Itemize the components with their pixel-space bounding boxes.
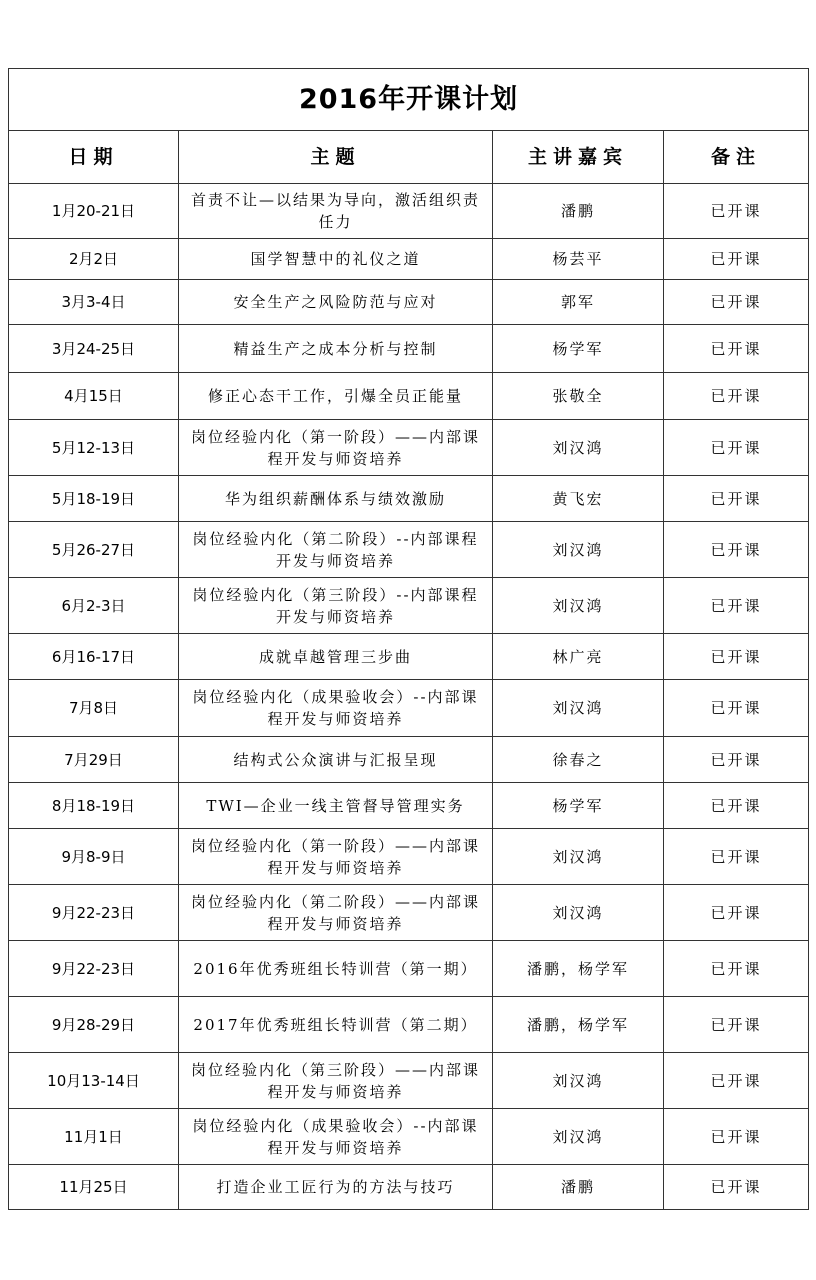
row-note: 已开课: [664, 941, 809, 997]
row-speaker: 林广亮: [493, 634, 664, 680]
row-note: 已开课: [664, 997, 809, 1053]
row-topic: 打造企业工匠行为的方法与技巧: [179, 1165, 493, 1210]
row-date: 2月2日: [9, 239, 179, 280]
row-speaker: 潘鹏，杨学军: [493, 941, 664, 997]
row-topic: 岗位经验内化（成果验收会）--内部课程开发与师资培养: [179, 680, 493, 737]
table-row: [9, 325, 809, 373]
row-topic: 成就卓越管理三步曲: [179, 634, 493, 680]
row-date: 3月24-25日: [9, 325, 179, 373]
row-topic: 精益生产之成本分析与控制: [179, 325, 493, 373]
row-date: 6月16-17日: [9, 634, 179, 680]
row-note: 已开课: [664, 1109, 809, 1165]
row-date: 8月18-19日: [9, 783, 179, 829]
row-date: 6月2-3日: [9, 578, 179, 634]
row-speaker: 张敬全: [493, 373, 664, 420]
table-row: [9, 373, 809, 420]
row-topic: 岗位经验内化（第二阶段）——内部课程开发与师资培养: [179, 885, 493, 941]
row-note: 已开课: [664, 239, 809, 280]
row-speaker: 刘汉鸿: [493, 829, 664, 885]
row-note: 已开课: [664, 280, 809, 325]
row-note: 已开课: [664, 680, 809, 737]
row-topic: 岗位经验内化（第三阶段）--内部课程开发与师资培养: [179, 578, 493, 634]
row-note: 已开课: [664, 325, 809, 373]
row-date: 9月8-9日: [9, 829, 179, 885]
row-topic: 华为组织薪酬体系与绩效激励: [179, 476, 493, 522]
row-speaker: 徐春之: [493, 737, 664, 783]
header-date: 日期: [9, 131, 179, 184]
row-note: 已开课: [664, 522, 809, 578]
row-speaker: 郭军: [493, 280, 664, 325]
row-speaker: 刘汉鸿: [493, 885, 664, 941]
row-date: 4月15日: [9, 373, 179, 420]
row-date: 5月12-13日: [9, 420, 179, 476]
table-row: [9, 885, 809, 941]
row-topic: 结构式公众演讲与汇报呈现: [179, 737, 493, 783]
row-date: 1月20-21日: [9, 184, 179, 239]
table-row: [9, 420, 809, 476]
row-note: 已开课: [664, 829, 809, 885]
table-row: [9, 1165, 809, 1210]
row-note: 已开课: [664, 737, 809, 783]
row-date: 11月1日: [9, 1109, 179, 1165]
row-note: 已开课: [664, 634, 809, 680]
row-date: 10月13-14日: [9, 1053, 179, 1109]
row-speaker: 刘汉鸿: [493, 680, 664, 737]
table-row: [9, 634, 809, 680]
table-row: [9, 239, 809, 280]
row-date: 11月25日: [9, 1165, 179, 1210]
row-topic: 岗位经验内化（第二阶段）--内部课程开发与师资培养: [179, 522, 493, 578]
row-speaker: 黄飞宏: [493, 476, 664, 522]
table-row: [9, 1109, 809, 1165]
table-row: [9, 829, 809, 885]
row-speaker: 杨芸平: [493, 239, 664, 280]
row-date: 7月29日: [9, 737, 179, 783]
row-speaker: 刘汉鸿: [493, 522, 664, 578]
row-topic: 2017年优秀班组长特训营（第二期）: [179, 997, 493, 1053]
header-note: 备注: [664, 131, 809, 184]
row-speaker: 刘汉鸿: [493, 578, 664, 634]
title-row: [9, 69, 809, 131]
table-row: [9, 941, 809, 997]
row-speaker: 潘鹏: [493, 184, 664, 239]
row-topic: 岗位经验内化（第一阶段）——内部课程开发与师资培养: [179, 829, 493, 885]
row-topic: 2016年优秀班组长特训营（第一期）: [179, 941, 493, 997]
row-date: 7月8日: [9, 680, 179, 737]
course-plan-table: [8, 68, 809, 1210]
row-note: 已开课: [664, 783, 809, 829]
row-date: 5月26-27日: [9, 522, 179, 578]
table-body: [9, 184, 809, 1210]
row-date: 3月3-4日: [9, 280, 179, 325]
row-note: 已开课: [664, 885, 809, 941]
row-topic: 首责不让—以结果为导向，激活组织责任力: [179, 184, 493, 239]
row-speaker: 刘汉鸿: [493, 420, 664, 476]
row-topic: 岗位经验内化（第一阶段）——内部课程开发与师资培养: [179, 420, 493, 476]
table-row: [9, 783, 809, 829]
row-speaker: 潘鹏: [493, 1165, 664, 1210]
row-speaker: 杨学军: [493, 325, 664, 373]
row-note: 已开课: [664, 184, 809, 239]
row-note: 已开课: [664, 1165, 809, 1210]
row-date: 9月22-23日: [9, 885, 179, 941]
row-speaker: 杨学军: [493, 783, 664, 829]
table-row: [9, 476, 809, 522]
row-date: 9月22-23日: [9, 941, 179, 997]
table-row: [9, 184, 809, 239]
row-speaker: 刘汉鸿: [493, 1053, 664, 1109]
table-row: [9, 578, 809, 634]
row-date: 9月28-29日: [9, 997, 179, 1053]
row-topic: 国学智慧中的礼仪之道: [179, 239, 493, 280]
table-row: [9, 280, 809, 325]
row-note: 已开课: [664, 578, 809, 634]
header-speaker: 主讲嘉宾: [493, 131, 664, 184]
header-row: [9, 131, 809, 184]
row-topic: 安全生产之风险防范与应对: [179, 280, 493, 325]
row-date: 5月18-19日: [9, 476, 179, 522]
row-note: 已开课: [664, 1053, 809, 1109]
row-topic: 修正心态干工作，引爆全员正能量: [179, 373, 493, 420]
row-note: 已开课: [664, 476, 809, 522]
row-topic: 岗位经验内化（第三阶段）——内部课程开发与师资培养: [179, 1053, 493, 1109]
row-speaker: 刘汉鸿: [493, 1109, 664, 1165]
row-note: 已开课: [664, 373, 809, 420]
header-topic: 主题: [179, 131, 493, 184]
table-row: [9, 522, 809, 578]
row-note: 已开课: [664, 420, 809, 476]
table-row: [9, 737, 809, 783]
row-speaker: 潘鹏，杨学军: [493, 997, 664, 1053]
row-topic: TWI—企业一线主管督导管理实务: [179, 783, 493, 829]
table-row: [9, 680, 809, 737]
table-row: [9, 1053, 809, 1109]
table-row: [9, 997, 809, 1053]
row-topic: 岗位经验内化（成果验收会）--内部课程开发与师资培养: [179, 1109, 493, 1165]
table-title: 2016年开课计划: [9, 69, 809, 131]
course-plan-sheet: [8, 68, 808, 1210]
